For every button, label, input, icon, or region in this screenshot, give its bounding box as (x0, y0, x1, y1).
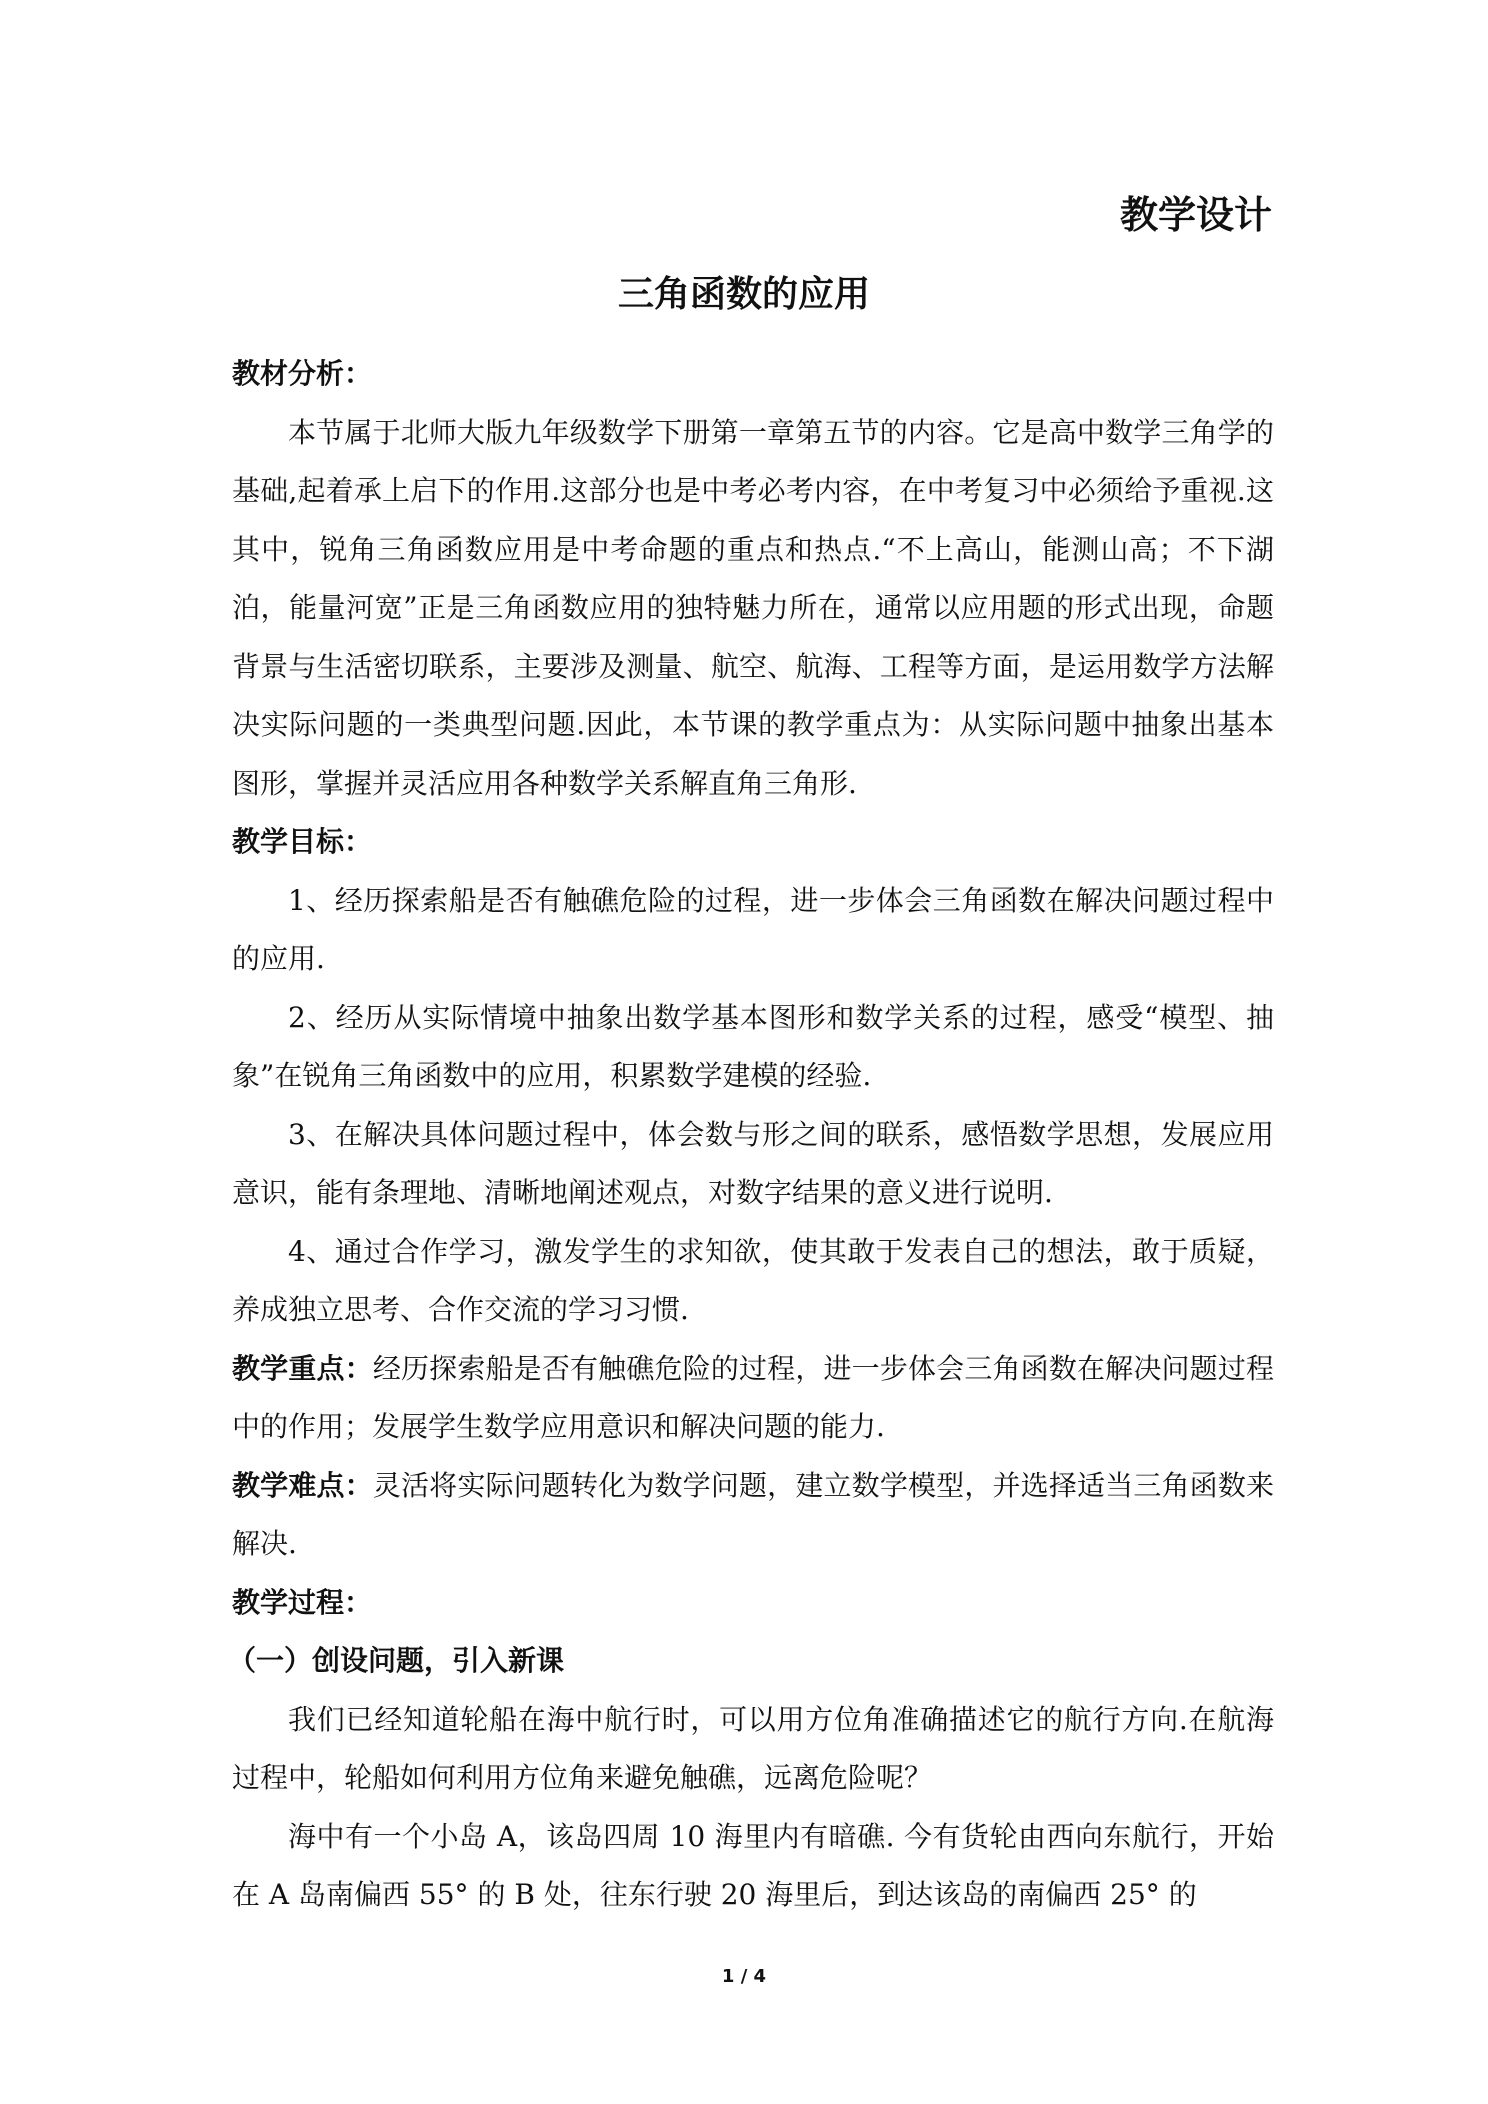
page-title: 三角函数的应用 (617, 274, 870, 315)
difficulties-text: 灵活将实际问题转化为数学问题，建立数学模型，并选择适当三角函数来解决. (232, 1468, 1274, 1560)
objective-item-3: 3、在解决具体问题过程中，体会数与形之间的联系，感悟数学思想，发展应用意识，能有条理地、清晰地阐述观点，对数字结果的意义进行说明. (232, 1117, 1274, 1209)
analysis-heading: 教材分析： (232, 357, 373, 390)
key-points-text: 经历探索船是否有触礁危险的过程，进一步体会三角函数在解决问题过程中的作用；发展学生数学应用意识和解决问题的能力. (232, 1351, 1274, 1443)
key-points-paragraph (232, 1340, 1274, 1457)
process-heading: 教学过程： (232, 1585, 373, 1619)
process-subheading: （一）创设问题，引入新课 (228, 1644, 565, 1677)
objective-item-1: 1、经历探索船是否有触礁危险的过程，进一步体会三角函数在解决问题过程中的应用. (232, 883, 1274, 975)
key-points-label: 教学重点： (232, 1351, 373, 1385)
process-paragraph-1: 我们已经知道轮船在海中航行时，可以用方位角准确描述它的航行方向.在航海过程中，轮船如何利用方位角来避免触礁，远离危险呢？ (232, 1702, 1274, 1794)
document-body (228, 345, 1274, 1925)
process-paragraph-2: 海中有一个小岛 A，该岛四周 10 海里内有暗礁. 今有货轮由西向东航行，开始在 A 岛南偏西 55° 的 B 处，往东行驶 20 海里后，到达该岛的南偏西 25° 的 (232, 1819, 1274, 1911)
analysis-paragraph: 本节属于北师大版九年级数学下册第一章第五节的内容。它是高中数学三角学的基础,起着承上启下的作用.这部分也是中考必考内容，在中考复习中必须给予重视.这其中，锐角三角函数应用是中考命题的重点和热点.“不上高山，能测山高；不下湖泊，能量河宽”正是三角函数应用的独特魅力所在，通常以应用题的形式出现，命题背景与生活密切联系，主要涉及测量、航空、航海、工程等方面，是运用数学方法解决实际问题的一类典型问题.因此，本节课的教学重点为：从实际问题中抽象出基本图形，掌握并灵活应用各种数学关系解直角三角形. (232, 415, 1274, 800)
objectives-heading: 教学目标： (232, 825, 373, 858)
objective-item-2: 2、经历从实际情境中抽象出数学基本图形和数学关系的过程，感受“模型、抽象”在锐角三角函数中的应用，积累数学建模的经验. (232, 1000, 1274, 1092)
page-number: 1 / 4 (721, 1966, 767, 1987)
difficulties-label: 教学难点： (232, 1468, 373, 1502)
difficulties-paragraph (232, 1457, 1274, 1574)
document-type-label: 教学设计 (1119, 193, 1272, 237)
objective-item-4: 4、通过合作学习，激发学生的求知欲，使其敢于发表自己的想法，敢于质疑，养成独立思考、合作交流的学习习惯. (232, 1234, 1274, 1326)
